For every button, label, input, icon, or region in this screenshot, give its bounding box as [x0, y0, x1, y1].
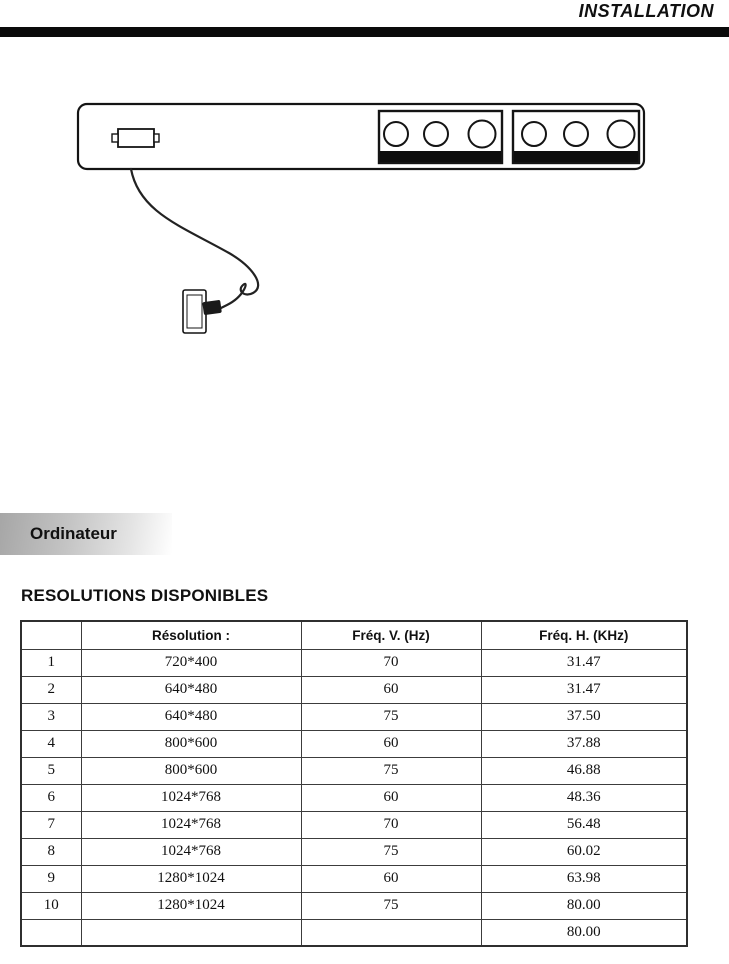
row-index-cell: 1	[21, 649, 81, 676]
table-header-row	[21, 621, 687, 649]
resolutions-table	[20, 620, 688, 947]
vfreq-cell: 70	[301, 649, 481, 676]
table-row	[21, 838, 687, 865]
row-index-cell: 6	[21, 784, 81, 811]
table-row	[21, 703, 687, 730]
col-header-resolution: Résolution :	[81, 621, 301, 649]
row-index-cell: 10	[21, 892, 81, 919]
row-index-cell: 5	[21, 757, 81, 784]
connector-panel-b-icon	[513, 111, 639, 163]
hfreq-cell: 37.88	[481, 730, 687, 757]
table-row	[21, 676, 687, 703]
row-index-cell: 2	[21, 676, 81, 703]
row-index-cell: 7	[21, 811, 81, 838]
wall-outlet-icon	[183, 290, 222, 333]
table-row	[21, 865, 687, 892]
resolution-cell: 1280*1024	[81, 892, 301, 919]
table-row	[21, 649, 687, 676]
tv-rear-panel-icon	[78, 104, 644, 169]
section-label-ordinateur: Ordinateur	[0, 513, 172, 555]
vfreq-cell: 60	[301, 865, 481, 892]
row-index-cell: 8	[21, 838, 81, 865]
hfreq-cell: 46.88	[481, 757, 687, 784]
vfreq-cell: 60	[301, 784, 481, 811]
table-row	[21, 811, 687, 838]
vfreq-cell: 75	[301, 757, 481, 784]
resolution-cell: 640*480	[81, 676, 301, 703]
resolution-cell: 1024*768	[81, 784, 301, 811]
hfreq-cell: 31.47	[481, 676, 687, 703]
table-row	[21, 892, 687, 919]
connector-panel-a-icon	[379, 111, 502, 163]
vfreq-cell: 60	[301, 676, 481, 703]
resolution-cell: 800*600	[81, 757, 301, 784]
hfreq-cell: 56.48	[481, 811, 687, 838]
hfreq-cell: 80.00	[481, 892, 687, 919]
hfreq-cell: 37.50	[481, 703, 687, 730]
vfreq-cell: 70	[301, 811, 481, 838]
row-index-cell: 3	[21, 703, 81, 730]
row-index-cell: 9	[21, 865, 81, 892]
vfreq-cell: 75	[301, 838, 481, 865]
row-index-cell	[21, 919, 81, 946]
hfreq-cell: 63.98	[481, 865, 687, 892]
table-row	[21, 784, 687, 811]
power-inlet-icon	[112, 129, 159, 147]
resolution-cell: 1280*1024	[81, 865, 301, 892]
table-row	[21, 757, 687, 784]
page-header-title: INSTALLATION	[578, 1, 714, 21]
hfreq-cell: 80.00	[481, 919, 687, 946]
col-header-vfreq: Fréq. V. (Hz)	[301, 621, 481, 649]
resolutions-table-title: RESOLUTIONS DISPONIBLES	[21, 586, 269, 605]
row-index-cell: 4	[21, 730, 81, 757]
vfreq-cell: 75	[301, 892, 481, 919]
resolution-cell: 800*600	[81, 730, 301, 757]
table-row	[21, 730, 687, 757]
hfreq-cell: 48.36	[481, 784, 687, 811]
resolution-cell: 1024*768	[81, 811, 301, 838]
power-cable-icon	[131, 169, 258, 308]
table-row	[21, 919, 687, 946]
vfreq-cell	[301, 919, 481, 946]
vfreq-cell: 60	[301, 730, 481, 757]
corner-header-cell	[21, 621, 81, 649]
resolution-cell	[81, 919, 301, 946]
col-header-hfreq: Fréq. H. (KHz)	[481, 621, 687, 649]
vfreq-cell: 75	[301, 703, 481, 730]
hfreq-cell: 31.47	[481, 649, 687, 676]
resolution-cell: 640*480	[81, 703, 301, 730]
resolution-cell: 720*400	[81, 649, 301, 676]
hfreq-cell: 60.02	[481, 838, 687, 865]
resolution-cell: 1024*768	[81, 838, 301, 865]
